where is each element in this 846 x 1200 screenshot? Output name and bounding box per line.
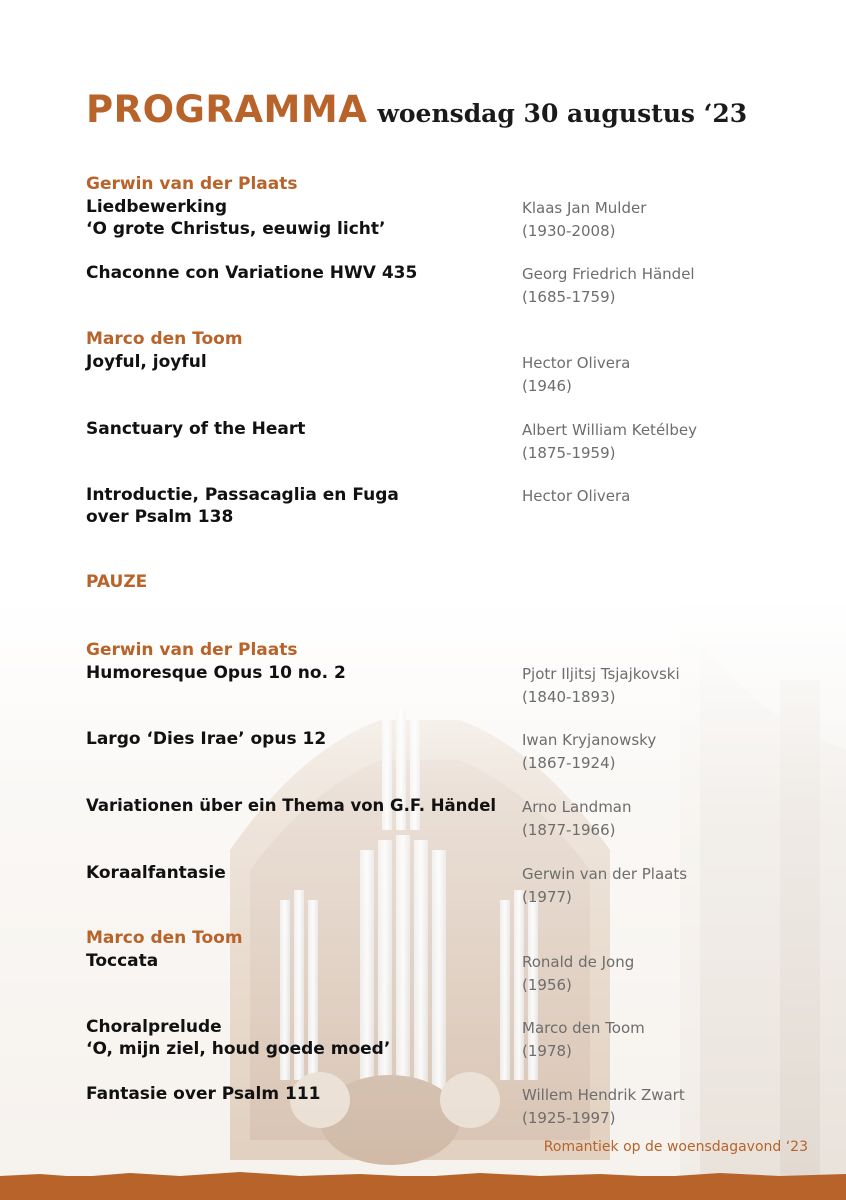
piece-title: [86, 484, 399, 528]
piece-title: [86, 1016, 390, 1060]
composer-years: (1956): [522, 975, 572, 994]
piece-title-line: Choralprelude: [86, 1017, 222, 1037]
piece-title-line: ‘O grote Christus, eeuwig licht’: [86, 219, 386, 239]
composer-info: [522, 263, 695, 308]
composer-name: Klaas Jan Mulder: [522, 199, 647, 217]
composer-info: [522, 1084, 685, 1129]
composer-years: (1977): [522, 887, 572, 906]
piece-title-line: Largo ‘Dies Irae’ opus 12: [86, 729, 327, 749]
piece-title-line: Liedbewerking: [86, 197, 228, 217]
composer-name: Marco den Toom: [522, 1019, 645, 1037]
composer-years: (1877-1966): [522, 820, 616, 839]
composer-name: Hector Olivera: [522, 354, 631, 372]
piece-title-line: Chaconne con Variatione HWV 435: [86, 263, 418, 283]
composer-years: (1685-1759): [522, 287, 616, 306]
composer-info: [522, 197, 646, 242]
composer-info: [522, 663, 680, 708]
piece-title: [86, 950, 158, 972]
composer-name: Pjotr Iljitsj Tsjajkovski: [522, 665, 680, 683]
composer-years: (1946): [522, 376, 572, 395]
piece-title-line: Humoresque Opus 10 no. 2: [86, 663, 346, 683]
composer-info: [522, 729, 656, 774]
piece-title: [86, 418, 305, 440]
composer-info: [522, 352, 630, 397]
composer-years: (1978): [522, 1041, 572, 1060]
composer-name: Hector Olivera: [522, 487, 631, 505]
title-heading: PROGRAMMA: [86, 88, 368, 131]
composer-name: Willem Hendrik Zwart: [522, 1086, 685, 1104]
composer-name: Arno Landman: [522, 798, 632, 816]
composer-years: (1925-1997): [522, 1108, 616, 1127]
composer-years: (1930-2008): [522, 221, 616, 240]
composer-info: [522, 863, 687, 908]
footer-caption: Romantiek op de woensdagavond ‘23: [543, 1139, 808, 1155]
piece-title-line: ‘O, mijn ziel, houd goede moed’: [86, 1039, 391, 1059]
piece-title: [86, 1083, 320, 1105]
composer-name: Iwan Kryjanowsky: [522, 731, 657, 749]
footer-bar: [0, 1176, 846, 1200]
composer-info: [522, 796, 632, 841]
composer-name: Ronald de Jong: [522, 953, 635, 971]
piece-title-line: Introductie, Passacaglia en Fuga: [86, 485, 399, 505]
composer-years: (1840-1893): [522, 687, 616, 706]
performer-name: Gerwin van der Plaats: [86, 640, 298, 660]
piece-title: [86, 196, 385, 240]
composer-name: Albert William Ketélbey: [522, 421, 697, 439]
performer-name: Gerwin van der Plaats: [86, 174, 298, 194]
piece-title: [86, 262, 417, 284]
piece-title-line: over Psalm 138: [86, 507, 234, 527]
page-title: [86, 88, 747, 131]
piece-title-line: Joyful, joyful: [86, 352, 207, 372]
composer-years: (1867-1924): [522, 753, 616, 772]
intermission-label: PAUZE: [86, 572, 148, 592]
piece-title-line: Toccata: [86, 951, 159, 971]
composer-info: [522, 1017, 645, 1062]
piece-title: [86, 862, 226, 884]
composer-name: Gerwin van der Plaats: [522, 865, 688, 883]
title-date: woensdag 30 augustus ‘23: [377, 99, 748, 128]
piece-title-line: Koraalfantasie: [86, 863, 226, 883]
composer-info: [522, 951, 634, 996]
piece-title-line: Sanctuary of the Heart: [86, 419, 306, 439]
composer-info: [522, 485, 630, 508]
performer-name: Marco den Toom: [86, 329, 243, 349]
piece-title-line: Variationen über ein Thema von G.F. Händel: [86, 796, 497, 815]
piece-title-line: Fantasie over Psalm 111: [86, 1084, 321, 1104]
composer-years: (1875-1959): [522, 443, 616, 462]
composer-name: Georg Friedrich Händel: [522, 265, 695, 283]
piece-title: [86, 795, 496, 817]
piece-title: [86, 351, 207, 373]
performer-name: Marco den Toom: [86, 928, 243, 948]
piece-title: [86, 728, 326, 750]
piece-title: [86, 662, 346, 684]
composer-info: [522, 419, 697, 464]
